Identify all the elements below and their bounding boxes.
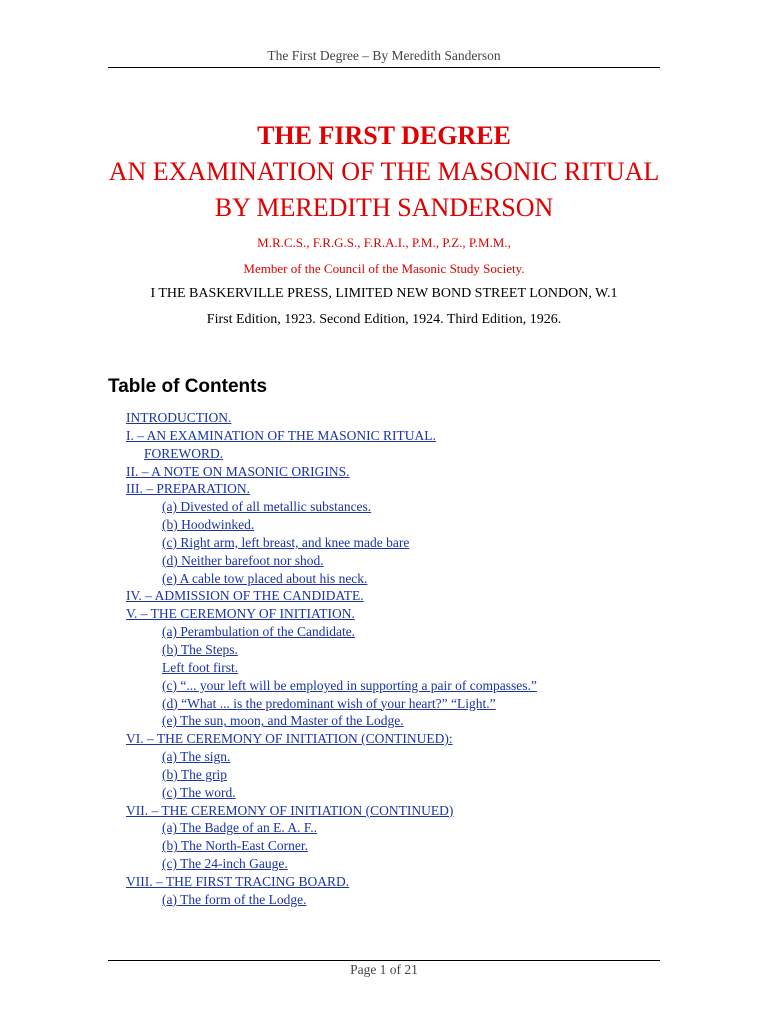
toc-item [126, 641, 666, 659]
toc-link-chapter-7[interactable]: VII. – THE CEREMONY OF INITIATION (CONTINUED) [126, 802, 454, 818]
toc-link-chapter-3[interactable]: III. – PREPARATION. [126, 481, 251, 497]
toc-link-3d[interactable]: (d) Neither barefoot nor shod. [162, 552, 324, 568]
toc-item [126, 712, 666, 730]
toc-item [126, 695, 666, 713]
toc-item [126, 480, 666, 498]
toc-link-chapter-5[interactable]: V. – THE CEREMONY OF INITIATION. [126, 606, 355, 622]
edition-line: First Edition, 1923. Second Edition, 1924. Third Edition, 1926. [206, 312, 562, 327]
running-header: The First Degree – By Meredith Sanderson [267, 48, 501, 63]
toc-item [126, 873, 666, 891]
toc-link-chapter-2[interactable]: II. – A NOTE ON MASONIC ORIGINS. [126, 463, 350, 479]
toc-item [126, 587, 666, 605]
toc-item [126, 605, 666, 623]
toc-link-3b[interactable]: (b) Hoodwinked. [162, 517, 255, 533]
toc-item [126, 463, 666, 481]
book-author: BY MEREDITH SANDERSON [214, 193, 554, 222]
toc-list [126, 409, 666, 909]
toc-link-3a[interactable]: (a) Divested of all metallic substances. [162, 499, 372, 515]
toc-item [126, 570, 666, 588]
toc-item [126, 534, 666, 552]
toc-link-7b[interactable]: (b) The North-East Corner. [162, 838, 308, 854]
toc-item [126, 802, 666, 820]
author-credentials: M.R.C.S., F.R.G.S., F.R.A.I., P.M., P.Z., P.M.M., [257, 235, 511, 250]
title-block [60, 118, 708, 330]
toc-item [126, 659, 666, 677]
toc-link-8a[interactable]: (a) The form of the Lodge. [162, 891, 307, 907]
toc-item [126, 516, 666, 534]
toc-item [126, 730, 666, 748]
header-rule [108, 67, 660, 68]
publisher-line: I THE BASKERVILLE PRESS, LIMITED NEW BOND STREET LONDON, W.1 [150, 286, 618, 301]
author-membership: Member of the Council of the Masonic Study Society. [243, 261, 525, 276]
toc-item [126, 855, 666, 873]
toc-link-6a[interactable]: (a) The sign. [162, 749, 231, 765]
toc-heading: Table of Contents [108, 376, 268, 397]
toc-link-5c[interactable]: (c) “... your left will be employed in supporting a pair of compasses.” [162, 677, 537, 693]
toc-link-5b-left-foot[interactable]: Left foot first. [162, 659, 239, 675]
toc-link-6b[interactable]: (b) The grip [162, 766, 227, 782]
toc-link-5e[interactable]: (e) The sun, moon, and Master of the Lodge. [162, 713, 404, 729]
toc-link-5b[interactable]: (b) The Steps. [162, 641, 238, 657]
toc-link-7c[interactable]: (c) The 24-inch Gauge. [162, 856, 288, 872]
toc-link-introduction[interactable]: INTRODUCTION. [126, 410, 232, 425]
book-title: THE FIRST DEGREE [257, 121, 511, 150]
toc-link-foreword[interactable]: FOREWORD. [144, 445, 224, 461]
toc-link-chapter-6[interactable]: VI. – THE CEREMONY OF INITIATION (CONTINUED): [126, 731, 453, 747]
toc-item [126, 766, 666, 784]
toc-item [126, 498, 666, 516]
toc-item [126, 623, 666, 641]
toc-item [126, 819, 666, 837]
toc-link-5d[interactable]: (d) “What ... is the predominant wish of your heart?” “Light.” [162, 695, 496, 711]
toc-item [126, 891, 666, 909]
toc-item [126, 784, 666, 802]
toc-item [126, 445, 666, 463]
toc-link-7a[interactable]: (a) The Badge of an E. A. F.. [162, 820, 318, 836]
toc-item [126, 409, 666, 427]
toc-link-3e[interactable]: (e) A cable tow placed about his neck. [162, 570, 368, 586]
toc-item [126, 552, 666, 570]
toc-link-3c[interactable]: (c) Right arm, left breast, and knee made bare [162, 534, 410, 550]
book-subtitle: AN EXAMINATION OF THE MASONIC RITUAL [108, 157, 660, 186]
toc-item [126, 748, 666, 766]
toc-link-5a[interactable]: (a) Perambulation of the Candidate. [162, 624, 356, 640]
footer-rule [108, 960, 660, 961]
toc-item [126, 427, 666, 445]
toc-link-chapter-1[interactable]: I. – AN EXAMINATION OF THE MASONIC RITUAL. [126, 427, 436, 443]
toc-item [126, 837, 666, 855]
toc-link-chapter-8[interactable]: VIII. – THE FIRST TRACING BOARD. [126, 873, 350, 889]
toc-item [126, 677, 666, 695]
toc-link-chapter-4[interactable]: IV. – ADMISSION OF THE CANDIDATE. [126, 588, 364, 604]
toc-link-6c[interactable]: (c) The word. [162, 784, 236, 800]
page-number: Page 1 of 21 [350, 962, 418, 977]
